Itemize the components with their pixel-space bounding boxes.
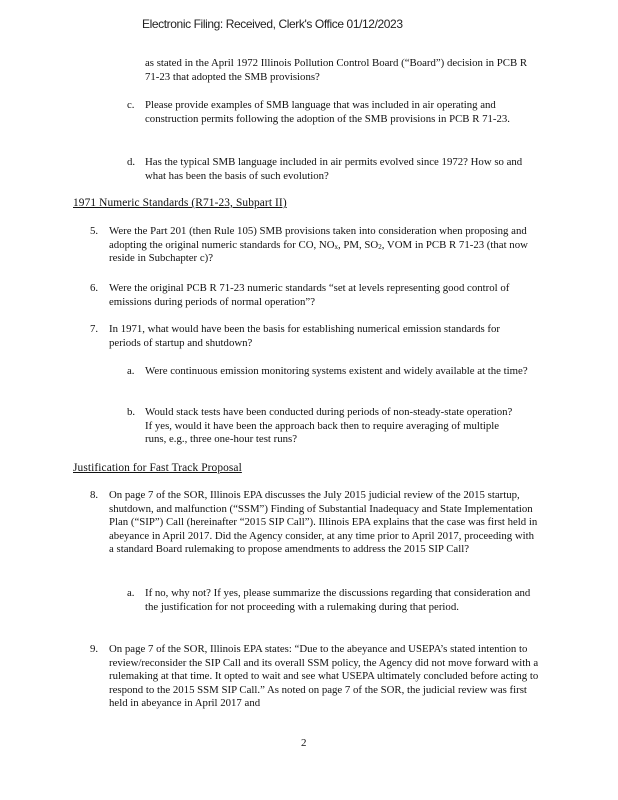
question-7-marker: 7. [90,323,99,335]
item-d-marker: d. [127,156,136,168]
item-c-text: Please provide examples of SMB language that was included in air operating and construction permits following the adoption of the SMB provisions in PCB R 71-23. [145,99,510,125]
filing-stamp-header: Electronic Filing: Received, Clerk's Office 01/12/2023 [142,17,403,31]
question-9-marker: 9. [90,643,99,655]
question-7b-marker: b. [127,406,136,418]
question-7a-text: Were continuous emission monitoring systems existent and widely available at the time? [145,365,528,377]
question-9-text: On page 7 of the SOR, Illinois EPA states: “Due to the abeyance and USEPA’s stated intention to review/reconsider the SIP Call and its overall SSM policy, the Agency did not move forward with a rulemaking at that time. It opted to wait and see what USEPA ultimately concluded before acting to respond to the 2015 SSM SIP Call.” As noted on page 7 of the SOR, the judicial review was first held in abeyance in April 2017 and [109,643,539,710]
item-c-marker: c. [127,99,135,111]
section-heading-numeric-standards: 1971 Numeric Standards (R71-23, Subpart II) [73,197,287,209]
question-7a-marker: a. [127,365,135,377]
question-8a-marker: a. [127,587,135,599]
section-heading-fast-track: Justification for Fast Track Proposal [73,462,242,474]
question-8-text: On page 7 of the SOR, Illinois EPA discusses the July 2015 judicial review of the 2015 startup, shutdown, and malfunction (“SSM”) Finding of Substantial Inadequacy and State Implementation Plan (“SIP”) Call (hereinafter “2015 SIP Call”). Illinois EPA explains that the case was first held in abeyance in April 2017. Did the Agency consider, at any time prior to April 2017, proceeding with a standard Board rulemaking to propose amendments to address the 2015 SIP Call? [109,489,538,556]
question-7-text: In 1971, what would have been the basis for establishing numerical emission standards for periods of startup and shutdown? [109,323,500,349]
item-d-text: Has the typical SMB language included in air permits evolved since 1972? How so and what has been the basis of such evolution? [145,156,523,182]
question-5-text: Were the Part 201 (then Rule 105) SMB provisions taken into consideration when proposing and adopting the original numeric standards for CO, $NO_x$, PM, $SO_2$, VOM in PCB R 71-23 (that now reside in Subchapter c)? [109,225,528,265]
question-6-text: Were the original PCB R 71-23 numeric standards “set at levels representing good control of emissions during periods of normal operation”? [109,282,510,308]
question-5-marker: 5. [90,225,99,237]
question-6-marker: 6. [90,282,99,294]
page-number: 2 [301,737,307,749]
question-8-marker: 8. [90,489,99,501]
item-b-continuation: as stated in the April 1972 Illinois Pollution Control Board (“Board”) decision in PCB R 71-23 that adopted the SMB provisions? [145,57,528,83]
question-7b-text: Would stack tests have been conducted during periods of non-steady-state operation? If yes, would it have been the approach back then to require averaging of multiple runs, e.g., three one-hour test runs? [145,406,513,446]
question-8a-text: If no, why not? If yes, please summarize the discussions regarding that consideration and the justification for not proceeding with a rulemaking during that period. [145,587,531,613]
